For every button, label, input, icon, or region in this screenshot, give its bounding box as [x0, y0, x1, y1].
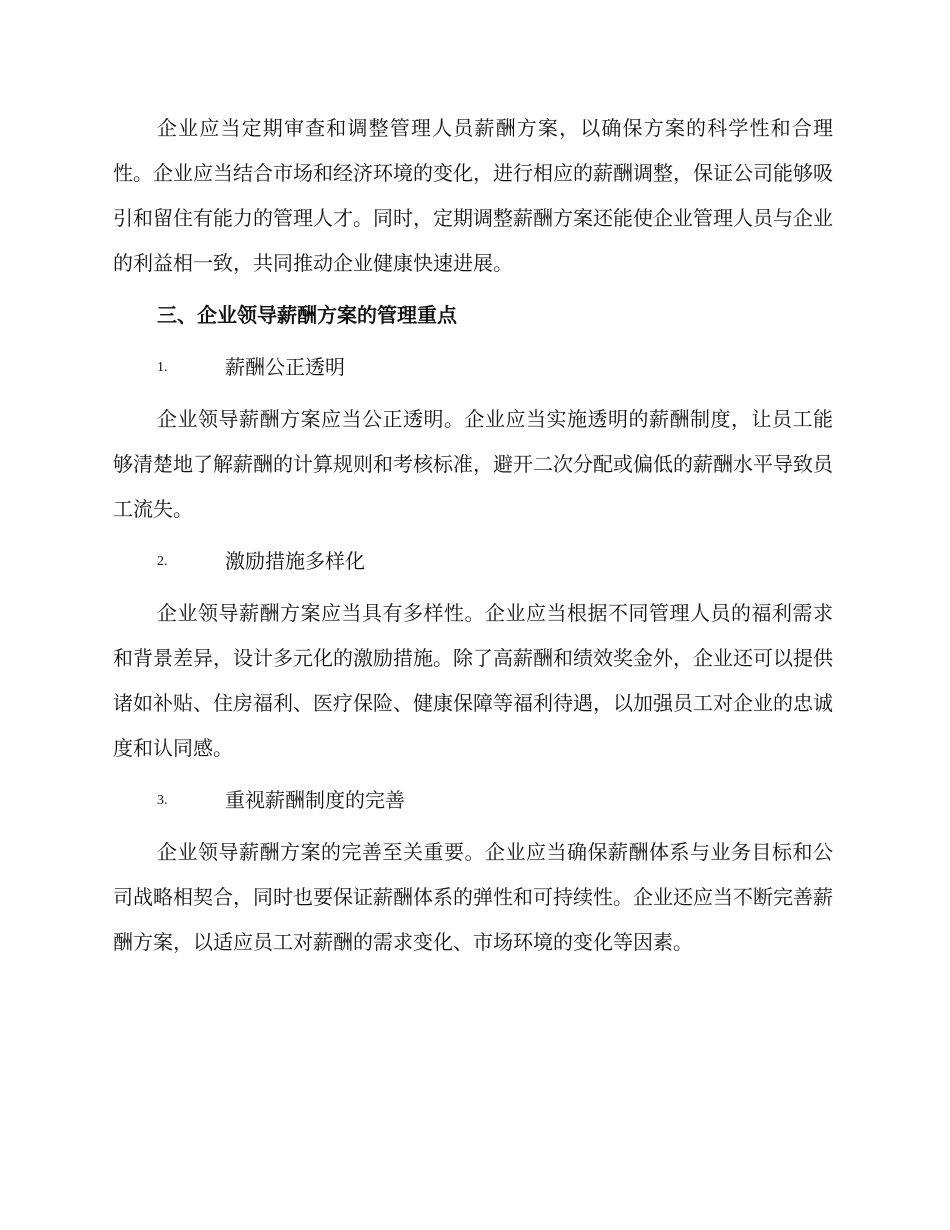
item-paragraph-2: 企业领导薪酬方案应当具有多样性。企业应当根据不同管理人员的福利需求和背景差异，设计多元化的激励措施。除了高薪酬和绩效奖金外，企业还可以提供诸如补贴、住房福利、医疗保险、健康保障等福利待遇，以加强员工对企业的忠诚度和认同感。	[113, 601, 833, 760]
item-paragraph-3: 企业领导薪酬方案的完善至关重要。企业应当确保薪酬体系与业务目标和公司战略相契合，同时也要保证薪酬体系的弹性和可持续性。企业还应当不断完善薪酬方案，以适应员工对薪酬的需求变化、市场环境的变化等因素。	[113, 840, 833, 954]
list-label: 重视薪酬制度的完善	[225, 788, 405, 812]
list-label: 薪酬公正透明	[225, 355, 345, 379]
list-label: 激励措施多样化	[225, 549, 365, 573]
list-number: 2.	[157, 554, 168, 569]
list-number: 3.	[157, 793, 168, 808]
section-heading: 三、企业领导薪酬方案的管理重点	[157, 303, 457, 327]
list-number: 1.	[157, 360, 168, 375]
intro-paragraph: 企业应当定期审查和调整管理人员薪酬方案，以确保方案的科学性和合理性。企业应当结合市场和经济环境的变化，进行相应的薪酬调整，保证公司能够吸引和留住有能力的管理人才。同时，定期调整薪酬方案还能使企业管理人员与企业的利益相一致，共同推动企业健康快速进展。	[113, 116, 833, 275]
item-paragraph-1: 企业领导薪酬方案应当公正透明。企业应当实施透明的薪酬制度，让员工能够清楚地了解薪酬的计算规则和考核标准，避开二次分配或偏低的薪酬水平导致员工流失。	[113, 407, 833, 521]
list-item-3	[113, 778, 833, 823]
document-body	[113, 106, 833, 972]
list-item-1	[113, 345, 833, 390]
list-item-2	[113, 539, 833, 584]
